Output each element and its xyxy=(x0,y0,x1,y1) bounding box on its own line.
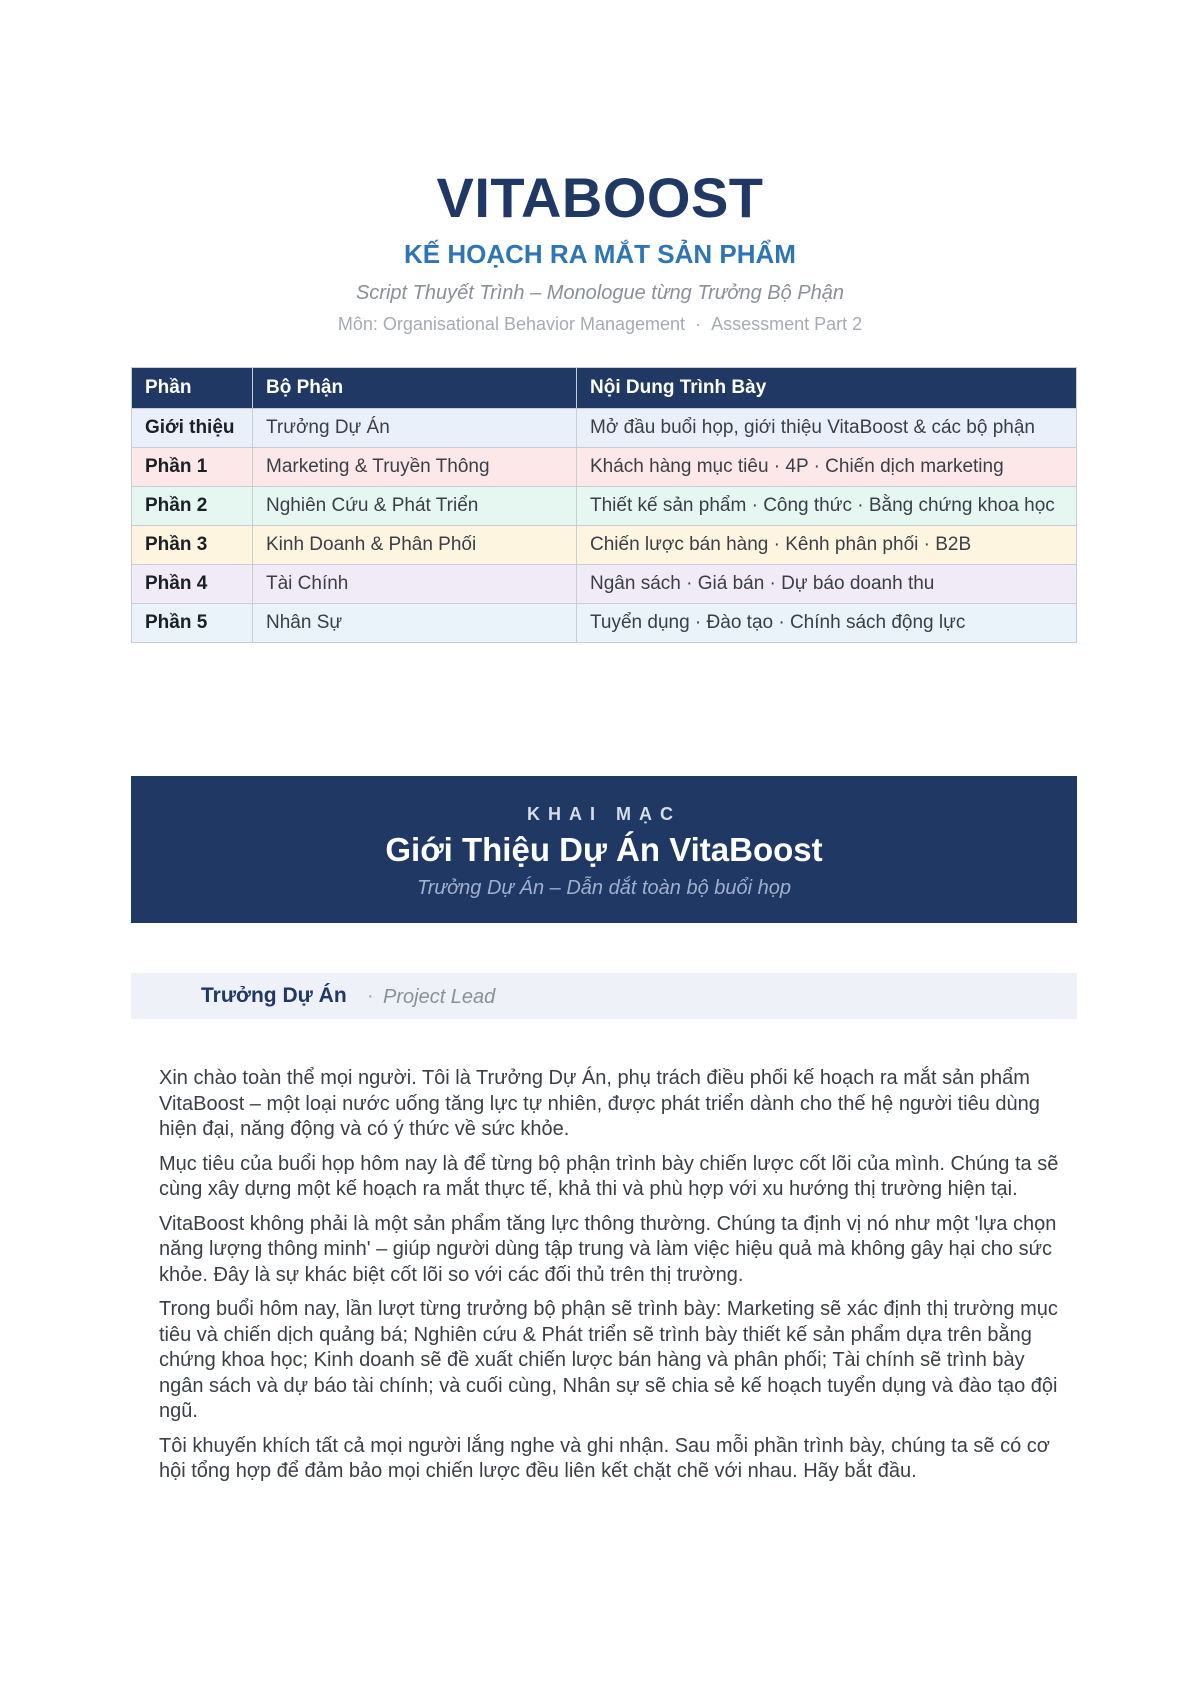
department-cell: Marketing & Truyền Thông xyxy=(253,448,577,487)
course-separator: · xyxy=(695,314,702,334)
paragraph: Mục tiêu của buổi họp hôm nay là để từng bộ phận trình bày chiến lược cốt lõi của mình. Chúng ta sẽ cùng xây dựng một kế hoạch ra mắt thực tế, khả thi và phù hợp với xu hướng thị trường hiện tại. xyxy=(159,1152,1059,1200)
part-cell: Phần 1 xyxy=(132,448,253,487)
table-row xyxy=(132,487,1077,526)
department-cell: Trưởng Dự Án xyxy=(253,409,577,448)
section-title: Giới Thiệu Dự Án VitaBoost xyxy=(385,831,823,868)
paragraph: VitaBoost không phải là một sản phẩm tăng lực thông thường. Chúng ta định vị nó như một 'lựa chọn năng lượng thông minh' – giúp người dùng tập trung và làm việc hiệu quả mà không gây hại cho sức khỏe. Đây là sự khác biệt cốt lõi so với các đối thủ trên thị trường. xyxy=(159,1212,1057,1286)
table-row xyxy=(132,409,1077,448)
content-cell: Ngân sách · Giá bán · Dự báo doanh thu xyxy=(577,565,1077,604)
speaker-role: Project Lead xyxy=(383,986,496,1008)
course-name: Môn: Organisational Behavior Management xyxy=(337,314,686,334)
section-kicker: KHAI MẠC xyxy=(527,804,681,824)
section-banner xyxy=(131,776,1077,923)
speaker-name: Trưởng Dự Án xyxy=(201,984,347,1007)
monologue-text xyxy=(159,1066,1073,1494)
paragraph: Tôi khuyến khích tất cả mọi người lắng nghe và ghi nhận. Sau mỗi phần trình bày, chúng ta sẽ có cơ hội tổng hợp để đảm bảo mọi chiến lược đều liên kết chặt chẽ với nhau. Hãy bắt đầu. xyxy=(159,1434,1050,1482)
department-cell: Kinh Doanh & Phân Phối xyxy=(253,526,577,565)
table-row xyxy=(132,604,1077,643)
header-cell-department: Bộ Phận xyxy=(253,368,577,409)
course-info xyxy=(0,312,1200,336)
overview-table xyxy=(131,367,1077,643)
paragraph: Trong buổi hôm nay, lần lượt từng trưởng bộ phận sẽ trình bày: Marketing sẽ xác định thị trường mục tiêu và chiến dịch quảng bá; Nghiên cứu & Phát triển sẽ trình bày thiết kế sản phẩm dựa trên bằng chứng khoa học; Kinh doanh sẽ đề xuất chiến lược bán hàng và phân phối; Tài chính sẽ trình bày ngân sách và dự báo tài chính; và cuối cùng, Nhân sự sẽ chia sẻ kế hoạch tuyển dụng và đào tạo đội ngũ. xyxy=(159,1298,1058,1422)
paragraph: Xin chào toàn thể mọi người. Tôi là Trưởng Dự Án, phụ trách điều phối kế hoạch ra mắt sản phẩm VitaBoost – một loại nước uống tăng lực tự nhiên, được phát triển dành cho thế hệ người tiêu dùng hiện đại, năng động và có ý thức về sức khỏe. xyxy=(159,1067,1040,1140)
section-subtitle: Trưởng Dự Án – Dẫn dắt toàn bộ buổi họp xyxy=(417,877,791,899)
content-cell: Mở đầu buổi họp, giới thiệu VitaBoost & các bộ phận xyxy=(577,409,1077,448)
part-cell: Phần 3 xyxy=(132,526,253,565)
table-row xyxy=(132,526,1077,565)
department-cell: Nhân Sự xyxy=(253,604,577,643)
document-title: VITABOOST xyxy=(436,166,764,229)
table-row xyxy=(132,565,1077,604)
content-cell: Khách hàng mục tiêu · 4P · Chiến dịch marketing xyxy=(577,448,1077,487)
part-cell: Phần 4 xyxy=(132,565,253,604)
speaker-separator: · xyxy=(367,985,374,1007)
part-cell: Phần 2 xyxy=(132,487,253,526)
content-cell: Tuyển dụng · Đào tạo · Chính sách động lực xyxy=(577,604,1077,643)
content-cell: Thiết kế sản phẩm · Công thức · Bằng chứng khoa học xyxy=(577,487,1077,526)
assessment-label: Assessment Part 2 xyxy=(711,314,863,334)
table-header-row xyxy=(132,368,1077,409)
table-row xyxy=(132,448,1077,487)
department-cell: Nghiên Cứu & Phát Triển xyxy=(253,487,577,526)
speaker-bar xyxy=(131,973,1077,1019)
header-cell-content: Nội Dung Trình Bày xyxy=(577,368,1077,409)
part-cell: Phần 5 xyxy=(132,604,253,643)
part-cell: Giới thiệu xyxy=(132,409,253,448)
header-cell-part: Phần xyxy=(132,368,253,409)
document-subtitle: KẾ HOẠCH RA MẮT SẢN PHẨM xyxy=(404,239,796,269)
department-cell: Tài Chính xyxy=(253,565,577,604)
script-description: Script Thuyết Trình – Monologue từng Trưởng Bộ Phận xyxy=(355,282,845,304)
content-cell: Chiến lược bán hàng · Kênh phân phối · B2B xyxy=(577,526,1077,565)
